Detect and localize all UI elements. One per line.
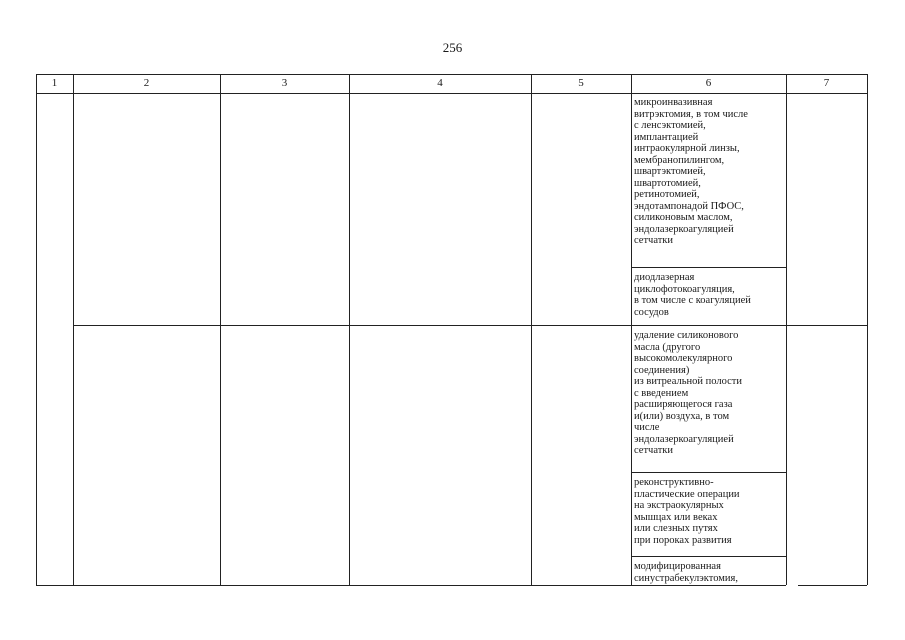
column-divider [73,74,74,585]
cell-line: сетчатки [634,235,674,246]
cell-line: швартотомией, [634,177,701,189]
column-header-1: 1 [51,77,58,89]
cell-line: с ленсэктомией, [634,120,706,131]
cell-line: микроинвазивная [634,97,713,108]
cell-line: из витреальной полости [634,376,742,387]
col6-entry-separator [631,267,786,268]
col6-entry-separator [631,472,786,473]
header-bottom-border [36,93,867,94]
col6-entry-cyclophotocoagulation [634,272,786,318]
cell-line: масла (другого [634,341,701,353]
cell-line: реконструктивно- [634,477,714,488]
column-header-4: 4 [437,77,443,89]
cell-line: ретинотомией, [634,189,700,200]
cell-line: высокомолекулярного [634,353,733,364]
cell-line: или слезных путях [634,523,718,534]
cell-line: при пороках развития [634,534,732,546]
column-divider [220,74,221,585]
cell-line: расширяющегося газа [634,399,733,410]
cell-line: на экстраокулярных [634,500,724,511]
cell-line: имплантацией [634,131,699,143]
column-divider [867,74,868,585]
cell-line: мышцах или веках [634,511,718,523]
cell-line: в том числе с коагуляцией [634,295,751,306]
cell-line: модифицированная [634,561,721,572]
cell-line: удаление силиконового [634,330,739,341]
column-divider [631,74,632,585]
column-divider [36,74,37,585]
col6-entry-silicone-oil-removal [634,330,786,457]
table-bottom-border [798,585,867,586]
page-number: 256 [442,40,463,55]
col6-entry-separator [631,556,786,557]
col6-entry-reconstructive-surgery [634,477,786,546]
cell-line: мембранопилингом, [634,154,725,166]
cell-line: с введением [634,387,689,399]
column-header-7: 7 [823,77,830,89]
cell-line: пластические операции [634,488,740,500]
cell-line: диодлазерная [634,272,695,283]
cell-line: эндотампонадой ПФОС, [634,200,744,212]
column-divider [531,74,532,585]
cell-line: витрэктомия, в том числе [634,108,748,120]
cell-line: соединения) [634,364,690,376]
cell-line: сосудов [634,306,669,318]
col6-entry-vitrectomy [634,97,786,247]
cell-line: эндолазеркоагуляцией [634,223,734,235]
row-separator [73,325,867,326]
col6-entry-separator [631,585,786,586]
column-header-6: 6 [705,77,712,89]
cell-line: эндолазеркоагуляцией [634,433,734,445]
column-divider [786,74,787,585]
cell-line: и(или) воздуха, в том [634,410,730,422]
cell-line: швартэктомией, [634,166,706,177]
cell-line: синустрабекулэктомия, [634,572,738,584]
table-bottom-border [36,585,631,586]
column-header-3: 3 [281,77,288,89]
column-header-2: 2 [143,77,150,89]
cell-line: циклофотокоагуляция, [634,283,735,295]
cell-line: интраокулярной линзы, [634,143,740,154]
cell-line: силиконовым маслом, [634,212,733,223]
column-divider [349,74,350,585]
table-top-border [36,74,867,75]
cell-line: числе [634,422,660,433]
column-header-5: 5 [578,77,584,89]
col6-entry-sinustrabeculectomy [634,561,786,584]
cell-line: сетчатки [634,445,674,456]
